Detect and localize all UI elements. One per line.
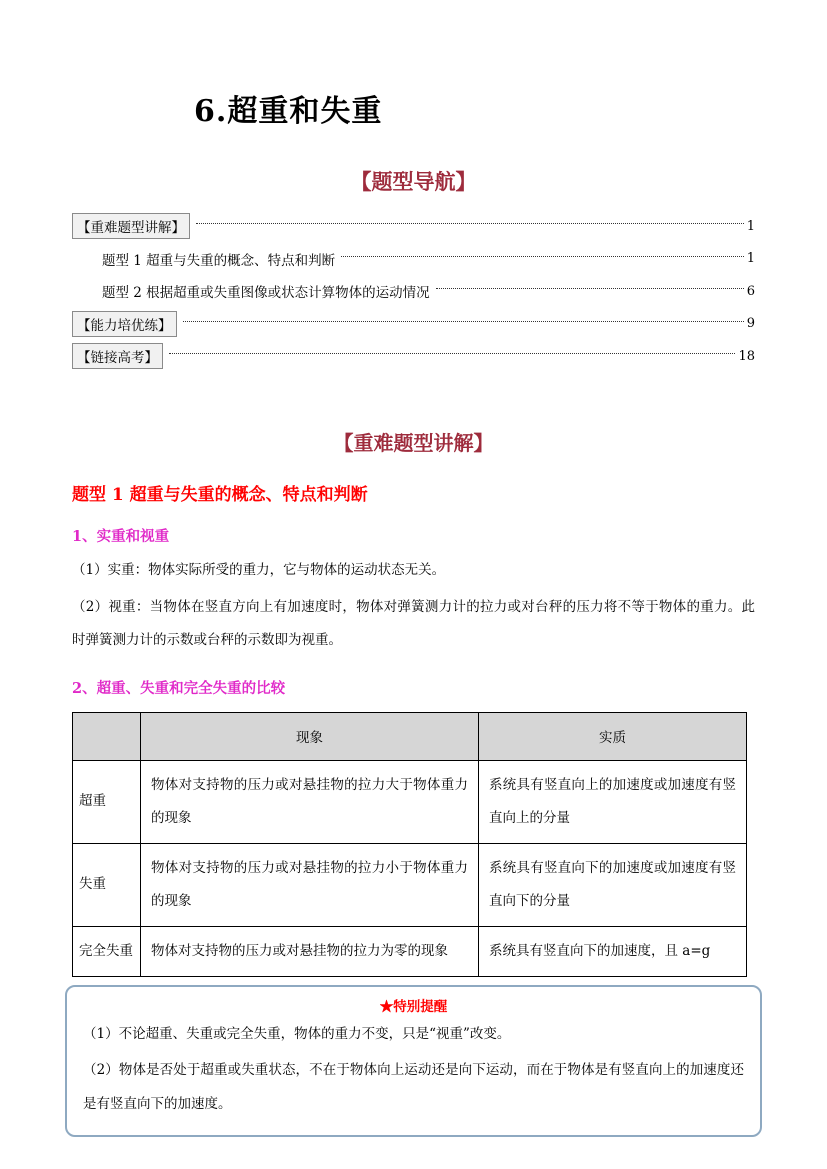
table-row-overweight [73, 760, 747, 843]
toc-dot-leader [341, 256, 744, 257]
topic-1-title: 题型 1 超重与失重的概念、特点和判断 [72, 484, 368, 505]
table-row-complete-weightlessness [73, 926, 747, 976]
document-title: 6.超重和失重 [194, 94, 383, 129]
toc-item[interactable] [72, 275, 755, 308]
cell-essence: 系统具有竖直向下的加速度或加速度有竖直向下的分量 [479, 843, 747, 926]
comparison-table [72, 712, 747, 977]
toc-page-number: 1 [746, 251, 755, 267]
row-label: 完全失重 [73, 926, 141, 976]
toc-item-label[interactable]: 【能力培优练】 [72, 311, 177, 337]
toc-page-number: 9 [746, 316, 755, 332]
table-header-blank [73, 712, 141, 760]
note-line: （1）不论超重、失重或完全失重，物体的重力不变，只是“视重”改变。 [83, 1025, 511, 1042]
table-header-row [73, 712, 747, 760]
toc-page-number: 18 [738, 348, 755, 364]
toc-item-label[interactable]: 题型 1 超重与失重的概念、特点和判断 [102, 252, 336, 269]
subheading-real-vs-apparent-weight: 1、实重和视重 [72, 527, 170, 545]
cell-essence: 系统具有竖直向上的加速度或加速度有竖直向上的分量 [479, 760, 747, 843]
toc-item-label[interactable]: 【链接高考】 [72, 343, 163, 369]
cell-phenomenon: 物体对支持物的压力或对悬挂物的拉力为零的现象 [141, 926, 479, 976]
toc-item-label[interactable]: 【重难题型讲解】 [72, 213, 190, 239]
cell-essence: 系统具有竖直向下的加速度，且 a=g [479, 926, 747, 976]
cell-phenomenon: 物体对支持物的压力或对悬挂物的拉力小于物体重力的现象 [141, 843, 479, 926]
note-line: （2）物体是否处于超重或失重状态，不在于物体向上运动还是向下运动，而在于物体是有竖直向上的加速度还是有竖直向下的加速度。 [83, 1061, 744, 1112]
toc-item[interactable] [72, 210, 755, 243]
toc-dot-leader [436, 288, 744, 289]
toc-item[interactable] [72, 340, 755, 373]
toc-page-number: 6 [746, 283, 755, 299]
special-reminder-title: ★特别提醒 [379, 998, 448, 1015]
row-label: 超重 [73, 760, 141, 843]
table-of-contents [72, 210, 755, 373]
toc-item[interactable] [72, 308, 755, 341]
toc-dot-leader [183, 321, 744, 322]
table-header-phenomenon: 现象 [141, 712, 479, 760]
toc-item-label[interactable]: 题型 2 根据超重或失重图像或状态计算物体的运动情况 [102, 285, 430, 302]
special-reminder-box [65, 985, 762, 1137]
table-row-weightloss [73, 843, 747, 926]
row-label: 失重 [73, 843, 141, 926]
cell-phenomenon: 物体对支持物的压力或对悬挂物的拉力大于物体重力的现象 [141, 760, 479, 843]
table-header-essence: 实质 [479, 712, 747, 760]
subheading-comparison: 2、超重、失重和完全失重的比较 [72, 679, 286, 697]
toc-dot-leader [169, 353, 735, 354]
section-heading: 【重难题型讲解】 [333, 430, 494, 455]
toc-dot-leader [196, 223, 744, 224]
toc-heading: 【题型导航】 [350, 169, 477, 194]
paragraph-real-weight: （1）实重：物体实际所受的重力，它与物体的运动状态无关。 [72, 561, 446, 578]
paragraph-apparent-weight: （2）视重：当物体在竖直方向上有加速度时，物体对弹簧测力计的拉力或对台秤的压力将不等于物体的重力。此时弹簧测力计的示数或台秤的示数即为视重。 [72, 598, 755, 648]
toc-page-number: 1 [746, 218, 755, 234]
toc-item[interactable] [72, 243, 755, 276]
